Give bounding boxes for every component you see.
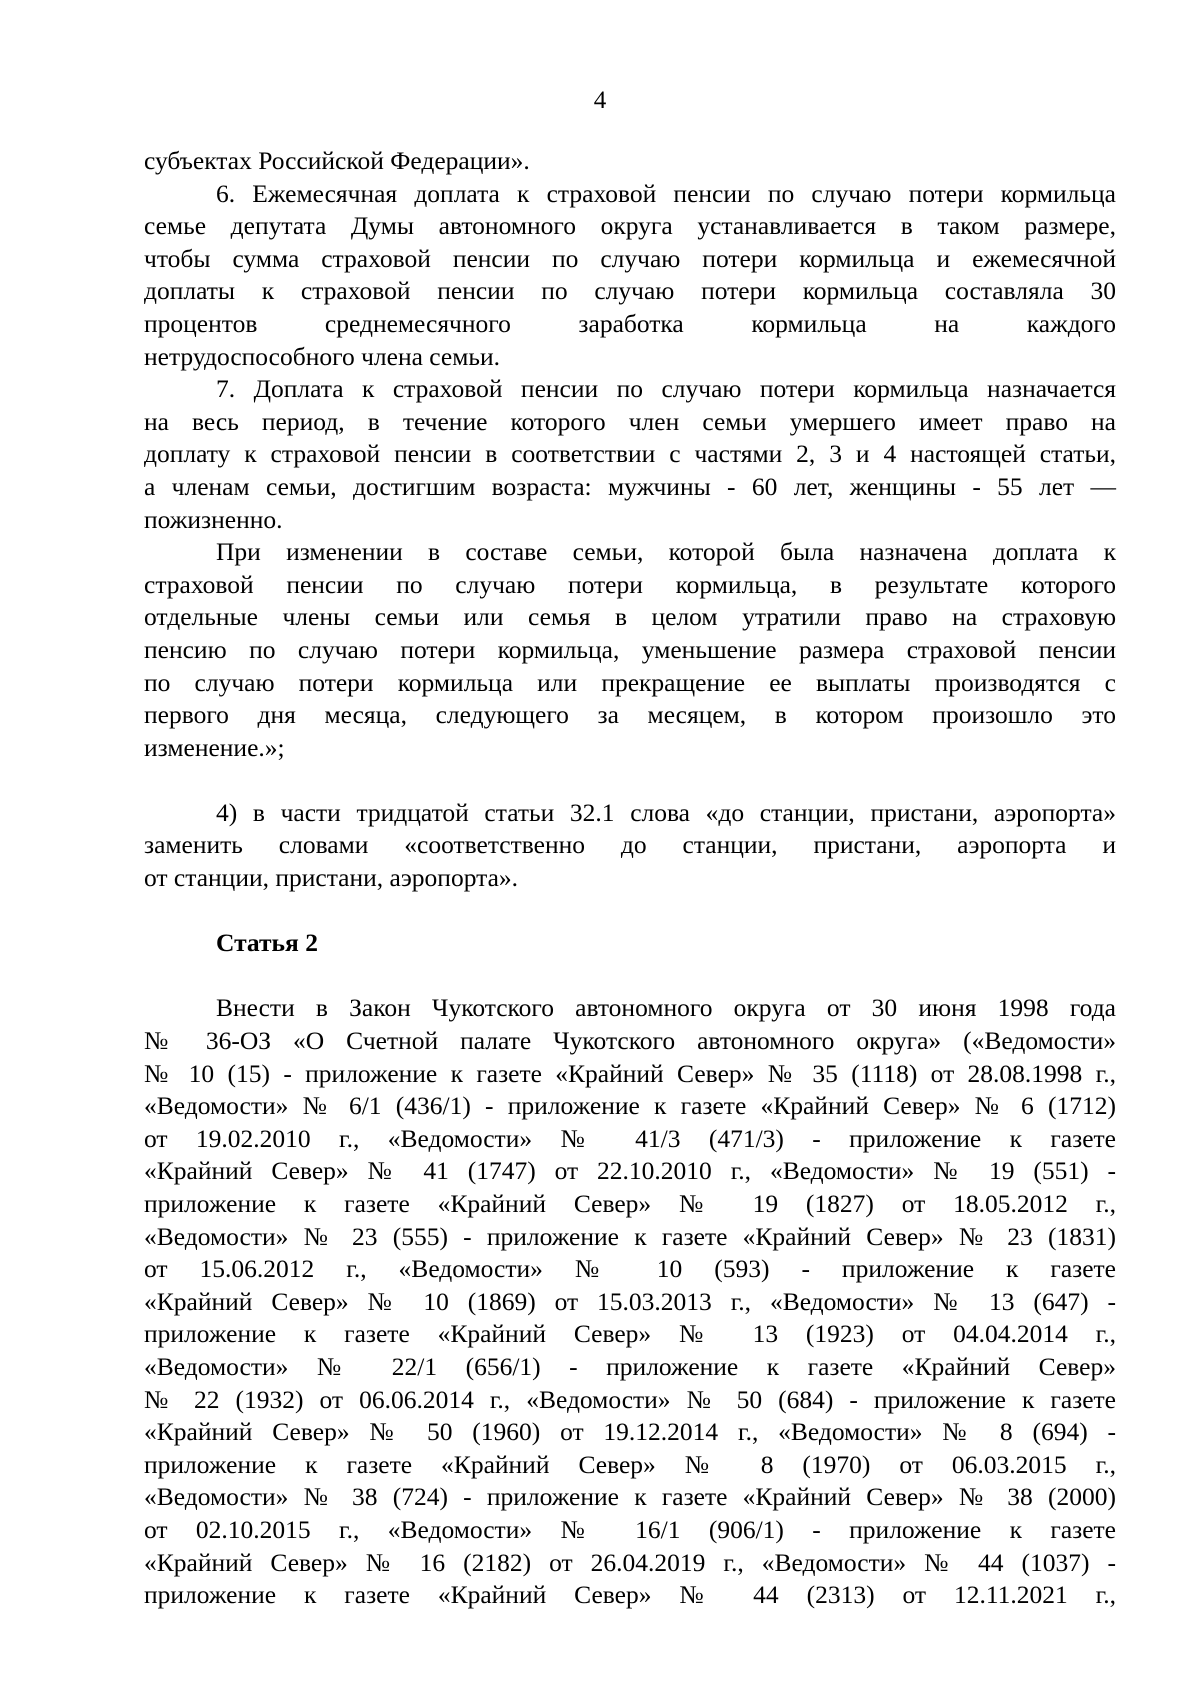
text-line: При изменении в составе семьи, которой была назначена доплата к — [216, 537, 1116, 567]
text-line: изменение.»; — [144, 732, 285, 762]
text-line: приложение к газете «Крайний Север» № 13 (1923) от 04.04.2014 г., — [144, 1319, 1116, 1349]
text-line: 6. Ежемесячная доплата к страховой пенсии по случаю потери кормильца — [216, 178, 1116, 208]
blank-line — [144, 960, 1116, 993]
text-line: 4) в части тридцатой статьи 32.1 слова «до станции, пристани, аэропорта» — [216, 797, 1116, 827]
text-line: заменить словами «соответственно до станции, пристани, аэропорта и — [144, 830, 1116, 860]
text-line: «Ведомости» № 23 (555) - приложение к газете «Крайний Север» № 23 (1831) — [144, 1221, 1116, 1251]
article-heading: Статья 2 — [216, 928, 318, 958]
text-line: отдельные члены семьи или семья в целом утратили право на страховую — [144, 602, 1116, 632]
text-line: «Ведомости» № 6/1 (436/1) - приложение к газете «Крайний Север» № 6 (1712) — [144, 1091, 1116, 1121]
text-line: приложение к газете «Крайний Север» № 19 (1827) от 18.05.2012 г., — [144, 1189, 1116, 1218]
text-line: а членам семьи, достигшим возраста: мужчины - 60 лет, женщины - 55 лет — — [144, 471, 1116, 501]
text-line: доплаты к страховой пенсии по случаю потери кормильца составляла 30 — [144, 276, 1116, 306]
text-line: первого дня месяца, следующего за месяцем, в котором произошло это — [144, 700, 1116, 730]
text-line: семье депутата Думы автономного округа устанавливается в таком размере, — [144, 211, 1116, 241]
text-line: доплату к страховой пенсии в соответствии с частями 2, 3 и 4 настоящей статьи, — [144, 439, 1116, 469]
text-line: 7. Доплата к страховой пенсии по случаю потери кормильца назначается — [216, 374, 1116, 404]
text-line: от станции, пристани, аэропорта». — [144, 863, 519, 893]
blank-line — [144, 764, 1116, 797]
text-line: чтобы сумма страховой пенсии по случаю потери кормильца и ежемесячной — [144, 243, 1116, 273]
text-line: процентов среднемесячного заработка кормильца на каждого — [144, 308, 1116, 338]
text-line: страховой пенсии по случаю потери кормильца, в результате которого — [144, 569, 1116, 599]
text-line: Внести в Закон Чукотского автономного округа от 30 июня 1998 года — [216, 993, 1116, 1023]
blank-line — [144, 895, 1116, 928]
text-line: на весь период, в течение которого член семьи умершего имеет право на — [144, 406, 1116, 436]
text-line: от 15.06.2012 г., «Ведомости» № 10 (593) - приложение к газете — [144, 1254, 1116, 1284]
text-line: пенсию по случаю потери кормильца, уменьшение размера страховой пенсии — [144, 634, 1116, 664]
text-line: нетрудоспособного члена семьи. — [144, 341, 501, 371]
text-line: «Крайний Север» № 10 (1869) от 15.03.2013 г., «Ведомости» № 13 (647) - — [144, 1286, 1116, 1316]
text-line: от 19.02.2010 г., «Ведомости» № 41/3 (471/3) - приложение к газете — [144, 1123, 1116, 1153]
text-line: «Крайний Север» № 41 (1747) от 22.10.2010 г., «Ведомости» № 19 (551) - — [144, 1156, 1116, 1186]
text-line: приложение к газете «Крайний Север» № 8 (1970) от 06.03.2015 г., — [144, 1449, 1116, 1479]
text-line: № 22 (1932) от 06.06.2014 г., «Ведомости» № 50 (684) - приложение к газете — [144, 1384, 1116, 1414]
text-line: от 02.10.2015 г., «Ведомости» № 16/1 (906/1) - приложение к газете — [144, 1514, 1116, 1544]
text-line: «Ведомости» № 38 (724) - приложение к газете «Крайний Север» № 38 (2000) — [144, 1482, 1116, 1512]
document-body — [144, 145, 1116, 1612]
text-line: приложение к газете «Крайний Север» № 44 (2313) от 12.11.2021 г., — [144, 1580, 1116, 1610]
text-line: по случаю потери кормильца или прекращение ее выплаты производятся с — [144, 667, 1116, 697]
text-line: «Крайний Север» № 50 (1960) от 19.12.2014 г., «Ведомости» № 8 (694) - — [144, 1417, 1116, 1447]
text-line: № 10 (15) - приложение к газете «Крайний Север» № 35 (1118) от 28.08.1998 г., — [144, 1058, 1116, 1088]
text-line: субъектах Российской Федерации». — [144, 146, 530, 175]
text-line: «Крайний Север» № 16 (2182) от 26.04.2019 г., «Ведомости» № 44 (1037) - — [144, 1547, 1116, 1577]
text-line: «Ведомости» № 22/1 (656/1) - приложение к газете «Крайний Север» — [144, 1351, 1116, 1381]
page-number: 4 — [593, 87, 607, 114]
text-line: № 36-ОЗ «О Счетной палате Чукотского автономного округа» («Ведомости» — [144, 1026, 1116, 1056]
text-line: пожизненно. — [144, 504, 283, 534]
